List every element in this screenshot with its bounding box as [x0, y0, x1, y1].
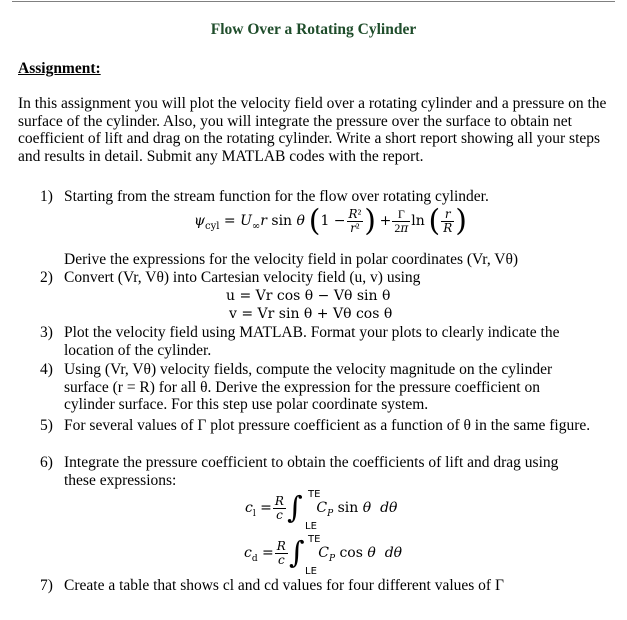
upper-limit: TE	[308, 489, 321, 500]
cl-equation: $c_l$ = $\frac{R}{c}$ ∫ $C_P$ sin θ dθ TE LE	[245, 489, 398, 532]
item-number: 7)	[40, 577, 53, 594]
item-number: 1)	[40, 188, 53, 205]
cd-equation: $c_d$ = $\frac{R}{c}$ ∫ $C_P$ cos θ dθ TE LE	[244, 534, 403, 577]
top-rule	[12, 1, 615, 2]
item-text: Derive the expressions for the velocity field in polar coordinates (Vr, Vθ)	[64, 251, 519, 268]
item-number: 3)	[40, 324, 53, 341]
u-equation	[226, 288, 390, 305]
item-text: Using (Vr, Vθ) velocity fields, compute the velocity magnitude on the cylinder surface (r = R) for all θ. Derive the expression for the pressure coefficient on cylinder surface. For this step use polar coordinate system.	[64, 361, 553, 414]
item-number: 2)	[40, 269, 53, 286]
upper-limit: TE	[308, 534, 321, 545]
item-text: Convert (Vr, Vθ) into Cartesian velocity field (u, v) using	[64, 269, 421, 286]
item-text: Integrate the pressure coefficient to obtain the coefficients of lift and drag using these expressions:	[64, 454, 559, 489]
item-number: 4)	[40, 361, 53, 378]
item-number: 5)	[40, 417, 53, 434]
intro-paragraph: In this assignment you will plot the velocity field over a rotating cylinder and a pressure on the surface of the cylinder. Also, you will integrate the pressure over the surface to obtain net coefficient of lift and drag on the rotating cylinder. Write a short report showing all your steps and results in detail. Submit any MATLAB codes with the report.	[18, 95, 607, 165]
item-text: Create a table that shows cl and cd values for four different values of Γ	[64, 577, 504, 594]
page-title: Flow Over a Rotating Cylinder	[210, 21, 417, 38]
equation-text: u = Vr cos θ − Vθ sin θ	[226, 288, 391, 304]
item-text: Plot the velocity field using MATLAB. Format your plots to clearly indicate the location of the cylinder.	[64, 324, 560, 359]
item-text: Starting from the stream function for the flow over rotating cylinder.	[64, 188, 489, 205]
lower-limit: LE	[305, 521, 317, 532]
lower-limit: LE	[305, 566, 317, 577]
section-heading: Assignment:	[18, 60, 101, 77]
v-equation	[229, 306, 392, 323]
stream-function-equation: $\psi_{cyl} = U_\infty r$ sin θ (1 − $\frac{\text{R²}}{\text{r²}}$ ) + $\frac{\Gamma}{2\pi}$ ln ( $\frac{r}{R}$ )	[194, 203, 468, 239]
item-number: 6)	[40, 454, 53, 471]
item-text: For several values of Γ plot pressure coefficient as a function of θ in the same figure.	[64, 417, 591, 434]
equation-text: v = Vr sin θ + Vθ cos θ	[229, 306, 393, 322]
